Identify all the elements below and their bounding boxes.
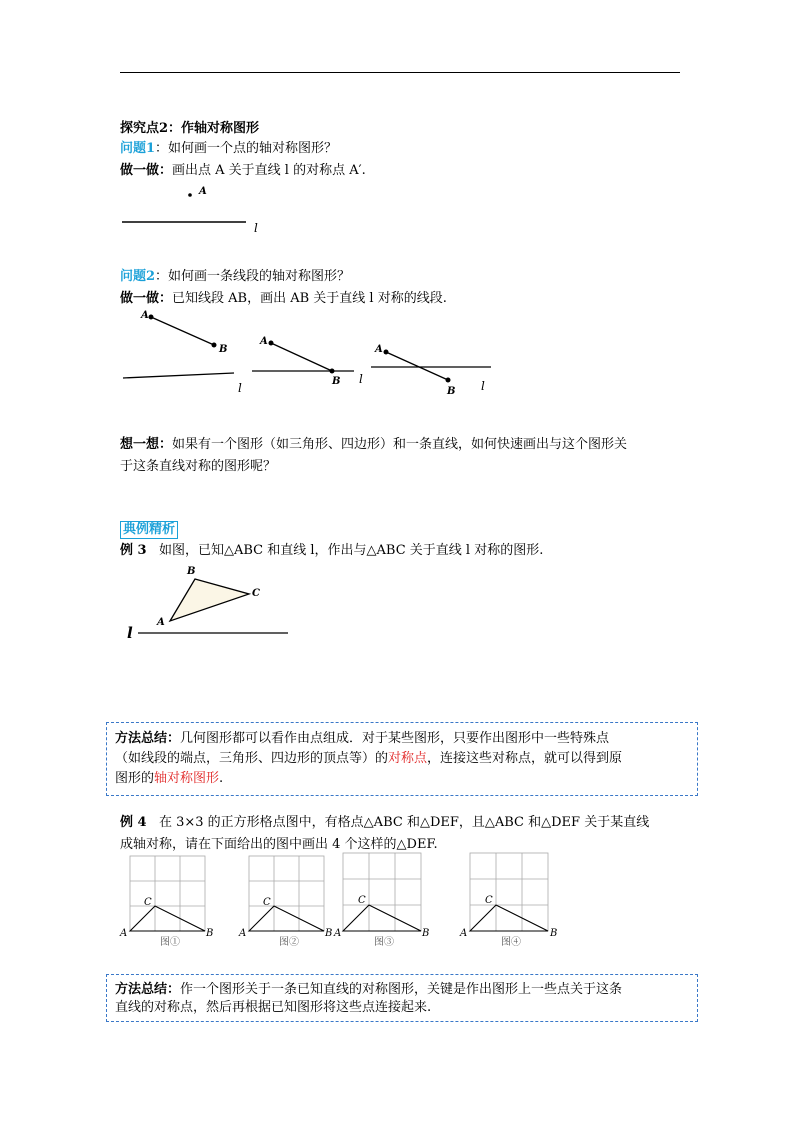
triangle-abc <box>470 905 548 931</box>
triangle-abc <box>249 906 324 931</box>
label-c: C <box>358 895 366 906</box>
label-a: A <box>260 336 268 347</box>
summary-1-line-3 <box>115 769 689 789</box>
do-it-1-text: 画出点 A 关于直线 l 的对称点 A′. <box>172 163 366 178</box>
grid-caption: 图② <box>279 937 299 948</box>
label-l: l <box>359 372 363 386</box>
summary-1-text-1: 几何图形都可以看作由点组成．对于某些图形，只要作出图形中一些特殊点 <box>180 731 610 746</box>
segment-figure-1 <box>123 310 242 395</box>
point-a <box>188 193 192 197</box>
label-b: B <box>206 928 214 939</box>
grid-caption: 图④ <box>501 937 521 948</box>
summary-1-highlight-1: 对称点 <box>388 751 428 766</box>
examples-badge: 典例精析 <box>120 521 178 539</box>
do-it-1-label: 做一做： <box>120 163 173 178</box>
label-l: l <box>127 624 133 642</box>
triangle-abc <box>170 579 249 621</box>
line-l-label: l <box>254 221 258 235</box>
summary-1-line-1 <box>115 729 689 749</box>
label-a: A <box>239 928 247 939</box>
question-1-text: ：如何画一个点的轴对称图形？ <box>155 141 338 156</box>
example-4-text-1: 在 3×3 的正方形格点图中，有格点△ABC 和△DEF，且△ABC 和△DEF 关于某直线 <box>158 815 650 830</box>
method-summary-1 <box>106 722 698 796</box>
section-title: 探究点2：作轴对称图形 <box>120 121 260 136</box>
label-b: B <box>447 386 456 397</box>
summary-2-line-2: 直线的对称点，然后再根据已知图形将这些点连接起来. <box>115 1000 432 1015</box>
question-2 <box>120 268 350 286</box>
summary-2-label: 方法总结： <box>115 982 181 997</box>
summary-2-line-1 <box>115 981 689 999</box>
summary-1-text-5: . <box>219 771 224 786</box>
label-a: A <box>120 928 128 939</box>
summary-1-line-2 <box>115 749 689 769</box>
label-c: C <box>263 897 271 908</box>
triangle-abc <box>130 906 205 931</box>
summary-1-text-4: 图形的 <box>115 771 155 786</box>
example-3-label: 例 3 <box>120 543 147 558</box>
segment-figure-2 <box>252 336 363 387</box>
summary-2-text-1: 作一个图形关于一条已知直线的对称图形，关键是作出图形上一些点关于这条 <box>180 982 623 997</box>
grid-caption: 图① <box>160 937 180 948</box>
label-c: C <box>144 897 152 908</box>
label-b: B <box>325 928 333 939</box>
triangle-abc <box>343 905 421 931</box>
endpoint-a <box>149 315 154 320</box>
grid-caption: 图③ <box>374 937 394 948</box>
label-b: B <box>219 344 228 355</box>
point-a-label: A <box>199 186 207 197</box>
label-a: A <box>141 310 149 321</box>
line-l <box>123 373 234 378</box>
grid-figures <box>118 848 588 948</box>
question-2-label: 问题2 <box>120 269 156 284</box>
think-line-1 <box>120 436 627 454</box>
label-l: l <box>238 381 242 395</box>
label-a: A <box>375 344 383 355</box>
summary-1-highlight-2: 轴对称图形 <box>154 771 220 786</box>
triangle-figure <box>118 560 298 642</box>
think-line-2: 于这条直线对称的图形呢？ <box>120 459 277 474</box>
label-c: C <box>485 895 493 906</box>
endpoint-b <box>212 343 217 348</box>
do-it-2-label: 做一做： <box>120 291 173 306</box>
segment-figure-3 <box>371 344 491 397</box>
label-l: l <box>481 379 485 393</box>
question-1-label: 问题1 <box>120 141 156 156</box>
example-4-line-1 <box>120 814 649 832</box>
label-c: C <box>252 588 260 599</box>
example-4-line-2: 成轴对称，请在下面给出的图中画出 4 个这样的△DEF. <box>120 837 438 852</box>
segment-figures <box>118 305 503 400</box>
label-a: A <box>334 928 342 939</box>
do-it-2-text: 已知线段 AB，画出 AB 关于直线 l 对称的线段. <box>172 291 447 306</box>
question-1 <box>120 140 337 158</box>
example-3-text: 如图，已知△ABC 和直线 l，作出与△ABC 关于直线 l 对称的图形. <box>158 543 544 558</box>
endpoint-b <box>446 378 451 383</box>
label-b: B <box>187 566 196 577</box>
example-3 <box>120 542 543 560</box>
think-text-1: 如果有一个图形（如三角形、四边形）和一条直线，如何快速画出与这个图形关 <box>172 437 628 452</box>
point-line-figure <box>118 182 288 240</box>
grid-figure-4 <box>459 853 557 948</box>
endpoint-a <box>269 341 274 346</box>
question-2-text: ：如何画一条线段的轴对称图形？ <box>155 269 351 284</box>
grid-figure-2 <box>238 856 332 948</box>
method-summary-2 <box>106 974 698 1022</box>
grid-figure-1 <box>119 856 213 948</box>
label-a: A <box>157 617 165 628</box>
do-it-1 <box>120 162 366 180</box>
header-rule <box>120 72 680 73</box>
summary-1-text-3: ，连接这些对称点，就可以得到原 <box>427 751 623 766</box>
label-a: A <box>460 928 468 939</box>
label-b: B <box>550 928 558 939</box>
summary-1-text-2: （如线段的端点，三角形、四边形的顶点等）的 <box>115 751 389 766</box>
label-b: B <box>332 376 341 387</box>
endpoint-a <box>384 350 389 355</box>
think-label: 想一想： <box>120 437 173 452</box>
label-b: B <box>422 928 430 939</box>
summary-1-label: 方法总结： <box>115 731 181 746</box>
example-4-label: 例 4 <box>120 815 147 830</box>
grid-figure-3 <box>333 853 429 948</box>
